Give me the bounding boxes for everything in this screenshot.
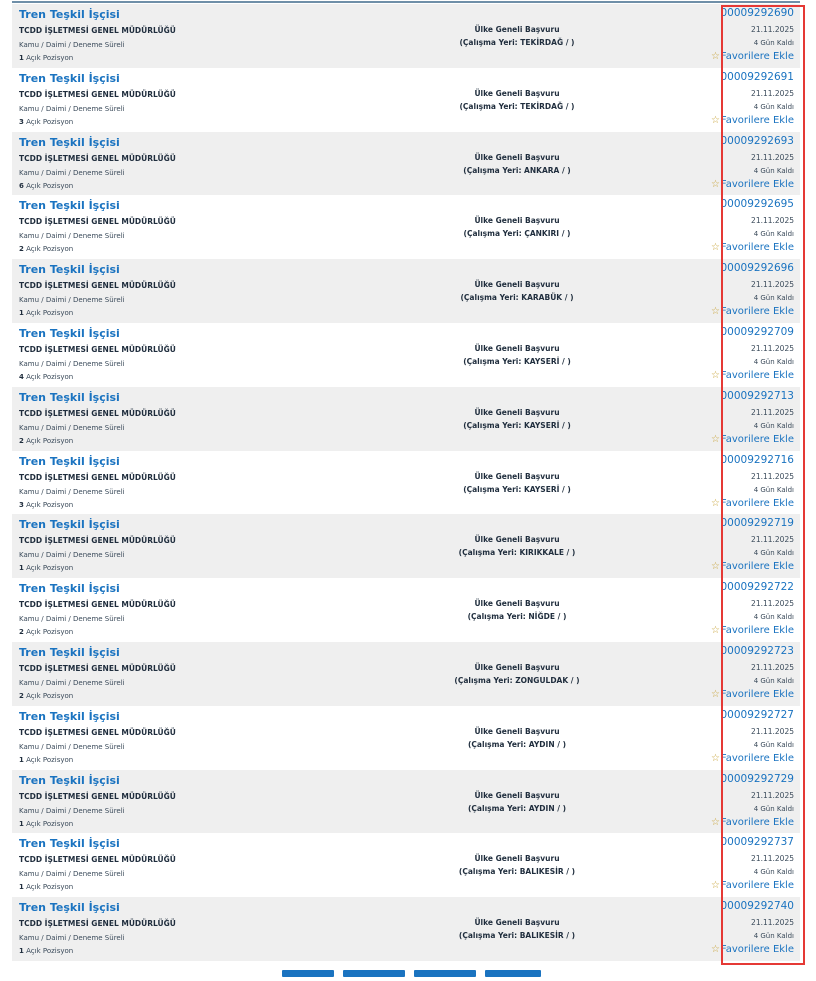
employment-type: Kamu / Daimi / Deneme Süreli xyxy=(19,487,125,496)
work-location: (Çalışma Yeri: KIRIKKALE / ) xyxy=(458,548,576,558)
star-icon: ☆ xyxy=(710,242,720,254)
table-row xyxy=(12,68,800,132)
deadline-date: 21.11.2025 xyxy=(751,88,794,98)
employer-name: TCDD İŞLETMESİ GENEL MÜDÜRLÜĞÜ xyxy=(19,536,176,546)
job-title-link[interactable]: Tren Teşkil İşçisi xyxy=(19,135,120,149)
table-row xyxy=(12,323,800,387)
open-positions-count: 1 xyxy=(19,54,24,62)
days-remaining: 4 Gün Kaldı xyxy=(753,676,794,685)
deadline-date: 21.11.2025 xyxy=(751,790,794,800)
open-positions-count: 1 xyxy=(19,309,24,318)
days-remaining: 4 Gün Kaldı xyxy=(753,421,794,430)
employment-type: Kamu / Daimi / Deneme Süreli xyxy=(19,615,125,624)
employment-type: Kamu / Daimi / Deneme Süreli xyxy=(19,359,125,368)
deadline-date: 21.11.2025 xyxy=(751,662,794,672)
employer-name: TCDD İŞLETMESİ GENEL MÜDÜRLÜĞÜ xyxy=(19,919,176,929)
work-location: (Çalışma Yeri: ÇANKIRI / ) xyxy=(463,229,571,239)
star-icon: ☆ xyxy=(710,880,720,892)
employer-name: TCDD İŞLETMESİ GENEL MÜDÜRLÜĞÜ xyxy=(19,727,176,737)
star-icon: ☆ xyxy=(710,369,720,381)
open-positions xyxy=(19,309,73,317)
open-positions-label: Açık Pozisyon xyxy=(26,117,74,126)
open-positions-label: Açık Pozisyon xyxy=(26,309,74,318)
days-remaining: 4 Gün Kaldı xyxy=(753,868,794,877)
employment-type: Kamu / Daimi / Deneme Süreli xyxy=(19,551,125,560)
listing-number-link[interactable]: 00009292737 xyxy=(720,836,794,849)
add-favorite-label: Favorilere Ekle xyxy=(720,51,794,62)
job-title-link[interactable]: Tren Teşkil İşçisi xyxy=(19,326,120,340)
star-icon: ☆ xyxy=(710,433,720,445)
employer-name: TCDD İŞLETMESİ GENEL MÜDÜRLÜĞÜ xyxy=(19,663,176,673)
employer-name: TCDD İŞLETMESİ GENEL MÜDÜRLÜĞÜ xyxy=(19,855,176,865)
star-icon: ☆ xyxy=(710,752,720,764)
work-location: (Çalışma Yeri: AYDIN / ) xyxy=(468,739,566,749)
listing-number-link[interactable]: 00009292723 xyxy=(720,644,794,657)
open-positions xyxy=(19,245,73,253)
listing-number-link[interactable]: 00009292696 xyxy=(720,262,794,275)
table-row xyxy=(12,195,800,259)
application-scope: Ülke Geneli Başvuru xyxy=(474,790,560,800)
work-location: (Çalışma Yeri: KAYSERİ / ) xyxy=(463,356,571,366)
application-scope: Ülke Geneli Başvuru xyxy=(474,599,560,609)
days-remaining: 4 Gün Kaldı xyxy=(753,740,794,749)
application-scope: Ülke Geneli Başvuru xyxy=(474,25,560,34)
job-title-link[interactable]: Tren Teşkil İşçisi xyxy=(19,518,120,532)
job-listing-table xyxy=(12,4,800,961)
star-icon: ☆ xyxy=(710,178,720,190)
days-remaining: 4 Gün Kaldı xyxy=(753,485,794,494)
open-positions-count: 2 xyxy=(19,691,24,700)
open-positions-count: 2 xyxy=(19,628,24,637)
open-positions-count: 1 xyxy=(19,819,24,828)
employer-name: TCDD İŞLETMESİ GENEL MÜDÜRLÜĞÜ xyxy=(19,600,176,610)
job-title-link[interactable]: Tren Teşkil İşçisi xyxy=(19,901,120,915)
open-positions-count: 1 xyxy=(19,947,24,956)
application-scope: Ülke Geneli Başvuru xyxy=(474,407,560,417)
days-remaining: 4 Gün Kaldı xyxy=(753,613,794,622)
application-scope: Ülke Geneli Başvuru xyxy=(474,280,560,290)
add-favorite-label: Favorilere Ekle xyxy=(720,114,794,126)
add-favorite-label: Favorilere Ekle xyxy=(720,369,794,381)
deadline-date: 21.11.2025 xyxy=(751,599,794,609)
job-title-link[interactable]: Tren Teşkil İşçisi xyxy=(19,454,120,468)
star-icon: ☆ xyxy=(710,625,720,637)
work-location: (Çalışma Yeri: TEKİRDAĞ / ) xyxy=(459,101,575,111)
employment-type: Kamu / Daimi / Deneme Süreli xyxy=(19,870,125,879)
open-positions-label: Açık Pozisyon xyxy=(26,245,74,254)
table-row xyxy=(12,642,800,706)
open-positions xyxy=(19,54,73,62)
open-positions-label: Açık Pozisyon xyxy=(26,628,74,637)
open-positions-label: Açık Pozisyon xyxy=(26,564,74,573)
open-positions xyxy=(19,437,73,445)
employment-type: Kamu / Daimi / Deneme Süreli xyxy=(19,296,125,305)
days-remaining: 4 Gün Kaldı xyxy=(753,39,794,47)
highlight-box xyxy=(721,5,805,965)
open-positions-count: 3 xyxy=(19,500,24,509)
open-positions-label: Açık Pozisyon xyxy=(26,755,74,764)
open-positions-label: Açık Pozisyon xyxy=(26,372,74,381)
application-scope: Ülke Geneli Başvuru xyxy=(474,216,560,226)
table-row xyxy=(12,833,800,897)
application-scope: Ülke Geneli Başvuru xyxy=(474,854,560,864)
add-favorite-label: Favorilere Ekle xyxy=(720,625,794,637)
add-favorite-label: Favorilere Ekle xyxy=(720,561,794,573)
pagination xyxy=(282,962,545,981)
listing-number-link[interactable]: 00009292691 xyxy=(720,70,794,83)
work-location: (Çalışma Yeri: NİĞDE / ) xyxy=(467,612,567,622)
open-positions xyxy=(19,373,73,381)
star-icon: ☆ xyxy=(710,688,720,700)
work-location: (Çalışma Yeri: ANKARA / ) xyxy=(463,165,571,175)
open-positions xyxy=(19,756,73,764)
employment-type: Kamu / Daimi / Deneme Süreli xyxy=(19,934,125,943)
employment-type: Kamu / Daimi / Deneme Süreli xyxy=(19,104,125,113)
open-positions-count: 6 xyxy=(19,181,24,190)
open-positions-label: Açık Pozisyon xyxy=(26,691,74,700)
deadline-date: 21.11.2025 xyxy=(751,535,794,545)
open-positions xyxy=(19,947,73,955)
open-positions-count: 2 xyxy=(19,245,24,254)
star-icon: ☆ xyxy=(710,114,720,126)
open-positions xyxy=(19,883,73,891)
application-scope: Ülke Geneli Başvuru xyxy=(474,152,560,162)
open-positions xyxy=(19,628,73,636)
employer-name: TCDD İŞLETMESİ GENEL MÜDÜRLÜĞÜ xyxy=(19,408,176,418)
job-title-link[interactable]: Tren Teşkil İşçisi xyxy=(19,773,120,787)
add-favorite-label: Favorilere Ekle xyxy=(720,178,794,190)
listing-number-link[interactable]: 00009292693 xyxy=(720,134,794,147)
employer-name: TCDD İŞLETMESİ GENEL MÜDÜRLÜĞÜ xyxy=(19,281,176,291)
application-scope: Ülke Geneli Başvuru xyxy=(474,662,560,672)
table-row xyxy=(12,259,800,323)
employer-name: TCDD İŞLETMESİ GENEL MÜDÜRLÜĞÜ xyxy=(19,26,176,35)
open-positions-label: Açık Pozisyon xyxy=(26,883,74,892)
open-positions-count: 2 xyxy=(19,436,24,445)
table-top-border xyxy=(12,1,800,3)
deadline-date: 21.11.2025 xyxy=(751,726,794,736)
job-title-link[interactable]: Tren Teşkil İşçisi xyxy=(19,709,120,723)
star-icon: ☆ xyxy=(710,497,720,509)
application-scope: Ülke Geneli Başvuru xyxy=(474,535,560,545)
work-location: (Çalışma Yeri: BALIKESİR / ) xyxy=(458,867,576,877)
add-favorite-label: Favorilere Ekle xyxy=(720,242,794,254)
open-positions-label: Açık Pozisyon xyxy=(26,181,74,190)
star-icon: ☆ xyxy=(710,51,720,62)
employment-type: Kamu / Daimi / Deneme Süreli xyxy=(19,423,125,432)
job-title-link[interactable]: Tren Teşkil İşçisi xyxy=(19,390,120,404)
listing-number-link[interactable]: 00009292690 xyxy=(720,7,794,19)
job-title-link[interactable]: Tren Teşkil İşçisi xyxy=(19,837,120,851)
deadline-date: 21.11.2025 xyxy=(751,25,794,34)
employer-name: TCDD İŞLETMESİ GENEL MÜDÜRLÜĞÜ xyxy=(19,472,176,482)
employer-name: TCDD İŞLETMESİ GENEL MÜDÜRLÜĞÜ xyxy=(19,344,176,354)
employment-type: Kamu / Daimi / Deneme Süreli xyxy=(19,232,125,241)
job-title-link[interactable]: Tren Teşkil İşçisi xyxy=(19,582,120,596)
days-remaining: 4 Gün Kaldı xyxy=(753,804,794,813)
star-icon: ☆ xyxy=(710,944,720,956)
listing-number-link[interactable]: 00009292719 xyxy=(720,517,794,530)
employer-name: TCDD İŞLETMESİ GENEL MÜDÜRLÜĞÜ xyxy=(19,791,176,801)
work-location: (Çalışma Yeri: TEKİRDAĞ / ) xyxy=(459,38,575,47)
employment-type: Kamu / Daimi / Deneme Süreli xyxy=(19,168,125,177)
application-scope: Ülke Geneli Başvuru xyxy=(474,471,560,481)
job-title-link[interactable]: Tren Teşkil İşçisi xyxy=(19,8,120,21)
add-favorite-label: Favorilere Ekle xyxy=(720,816,794,828)
add-favorite-label: Favorilere Ekle xyxy=(720,306,794,318)
listing-number-link[interactable]: 00009292740 xyxy=(720,900,794,913)
work-location: (Çalışma Yeri: KAYSERİ / ) xyxy=(463,420,571,430)
deadline-date: 21.11.2025 xyxy=(751,854,794,864)
listing-number-link[interactable]: 00009292695 xyxy=(720,198,794,211)
deadline-date: 21.11.2025 xyxy=(751,216,794,226)
star-icon: ☆ xyxy=(710,306,720,318)
open-positions xyxy=(19,118,73,126)
work-location: (Çalışma Yeri: KAYSERİ / ) xyxy=(463,484,571,494)
listing-number-link[interactable]: 00009292713 xyxy=(720,389,794,402)
employment-type: Kamu / Daimi / Deneme Süreli xyxy=(19,41,125,49)
days-remaining: 4 Gün Kaldı xyxy=(753,230,794,239)
employer-name: TCDD İŞLETMESİ GENEL MÜDÜRLÜĞÜ xyxy=(19,89,176,99)
open-positions xyxy=(19,501,73,509)
days-remaining: 4 Gün Kaldı xyxy=(753,166,794,175)
add-favorite-label: Favorilere Ekle xyxy=(720,944,794,956)
listing-number-link[interactable]: 00009292709 xyxy=(720,325,794,338)
open-positions xyxy=(19,182,73,190)
table-row xyxy=(12,770,800,834)
application-scope: Ülke Geneli Başvuru xyxy=(474,88,560,98)
star-icon: ☆ xyxy=(710,816,720,828)
application-scope: Ülke Geneli Başvuru xyxy=(474,726,560,736)
days-remaining: 4 Gün Kaldı xyxy=(753,294,794,303)
employment-type: Kamu / Daimi / Deneme Süreli xyxy=(19,678,125,687)
employment-type: Kamu / Daimi / Deneme Süreli xyxy=(19,806,125,815)
open-positions-label: Açık Pozisyon xyxy=(26,500,74,509)
listing-number-link[interactable]: 00009292716 xyxy=(720,453,794,466)
work-location: (Çalışma Yeri: ZONGULDAK / ) xyxy=(454,675,580,685)
open-positions-count: 4 xyxy=(19,372,24,381)
add-favorite-label: Favorilere Ekle xyxy=(720,688,794,700)
days-remaining: 4 Gün Kaldı xyxy=(753,357,794,366)
open-positions-label: Açık Pozisyon xyxy=(26,54,74,62)
open-positions-count: 3 xyxy=(19,117,24,126)
days-remaining: 4 Gün Kaldı xyxy=(753,549,794,558)
job-title-link[interactable]: Tren Teşkil İşçisi xyxy=(19,645,120,659)
table-row xyxy=(12,706,800,770)
work-location: (Çalışma Yeri: KARABÜK / ) xyxy=(460,293,574,303)
deadline-date: 21.11.2025 xyxy=(751,343,794,353)
table-row xyxy=(12,4,800,68)
table-row xyxy=(12,514,800,578)
work-location: (Çalışma Yeri: BALIKESİR / ) xyxy=(458,931,576,941)
pagination-button[interactable] xyxy=(485,970,541,977)
open-positions xyxy=(19,820,73,828)
job-title-link[interactable]: Tren Teşkil İşçisi xyxy=(19,199,120,213)
add-favorite-label: Favorilere Ekle xyxy=(720,497,794,509)
star-icon: ☆ xyxy=(710,561,720,573)
deadline-date: 21.11.2025 xyxy=(751,471,794,481)
pagination-button[interactable] xyxy=(414,970,476,977)
add-favorite-label: Favorilere Ekle xyxy=(720,880,794,892)
pagination-button[interactable] xyxy=(343,970,405,977)
deadline-date: 21.11.2025 xyxy=(751,407,794,417)
deadline-date: 21.11.2025 xyxy=(751,152,794,162)
table-row xyxy=(12,578,800,642)
open-positions-label: Açık Pozisyon xyxy=(26,819,74,828)
open-positions-label: Açık Pozisyon xyxy=(26,436,74,445)
open-positions xyxy=(19,564,73,572)
open-positions-count: 1 xyxy=(19,564,24,573)
deadline-date: 21.11.2025 xyxy=(751,280,794,290)
listing-number-link[interactable]: 00009292729 xyxy=(720,772,794,785)
table-row xyxy=(12,132,800,196)
open-positions-count: 1 xyxy=(19,755,24,764)
days-remaining: 4 Gün Kaldı xyxy=(753,932,794,941)
work-location: (Çalışma Yeri: AYDIN / ) xyxy=(468,803,566,813)
application-scope: Ülke Geneli Başvuru xyxy=(474,918,560,928)
deadline-date: 21.11.2025 xyxy=(751,918,794,928)
add-favorite-label: Favorilere Ekle xyxy=(720,433,794,445)
days-remaining: 4 Gün Kaldı xyxy=(753,102,794,111)
open-positions xyxy=(19,692,73,700)
employment-type: Kamu / Daimi / Deneme Süreli xyxy=(19,742,125,751)
listing-number-link[interactable]: 00009292722 xyxy=(720,581,794,594)
listing-number-link[interactable]: 00009292727 xyxy=(720,708,794,721)
employer-name: TCDD İŞLETMESİ GENEL MÜDÜRLÜĞÜ xyxy=(19,153,176,163)
table-row xyxy=(12,451,800,515)
application-scope: Ülke Geneli Başvuru xyxy=(474,343,560,353)
open-positions-count: 1 xyxy=(19,883,24,892)
employer-name: TCDD İŞLETMESİ GENEL MÜDÜRLÜĞÜ xyxy=(19,217,176,227)
table-row xyxy=(12,897,800,961)
add-favorite-label: Favorilere Ekle xyxy=(720,752,794,764)
open-positions-label: Açık Pozisyon xyxy=(26,947,74,956)
table-row xyxy=(12,387,800,451)
pagination-button[interactable] xyxy=(282,970,334,977)
job-title-link[interactable]: Tren Teşkil İşçisi xyxy=(19,71,120,85)
job-title-link[interactable]: Tren Teşkil İşçisi xyxy=(19,263,120,277)
